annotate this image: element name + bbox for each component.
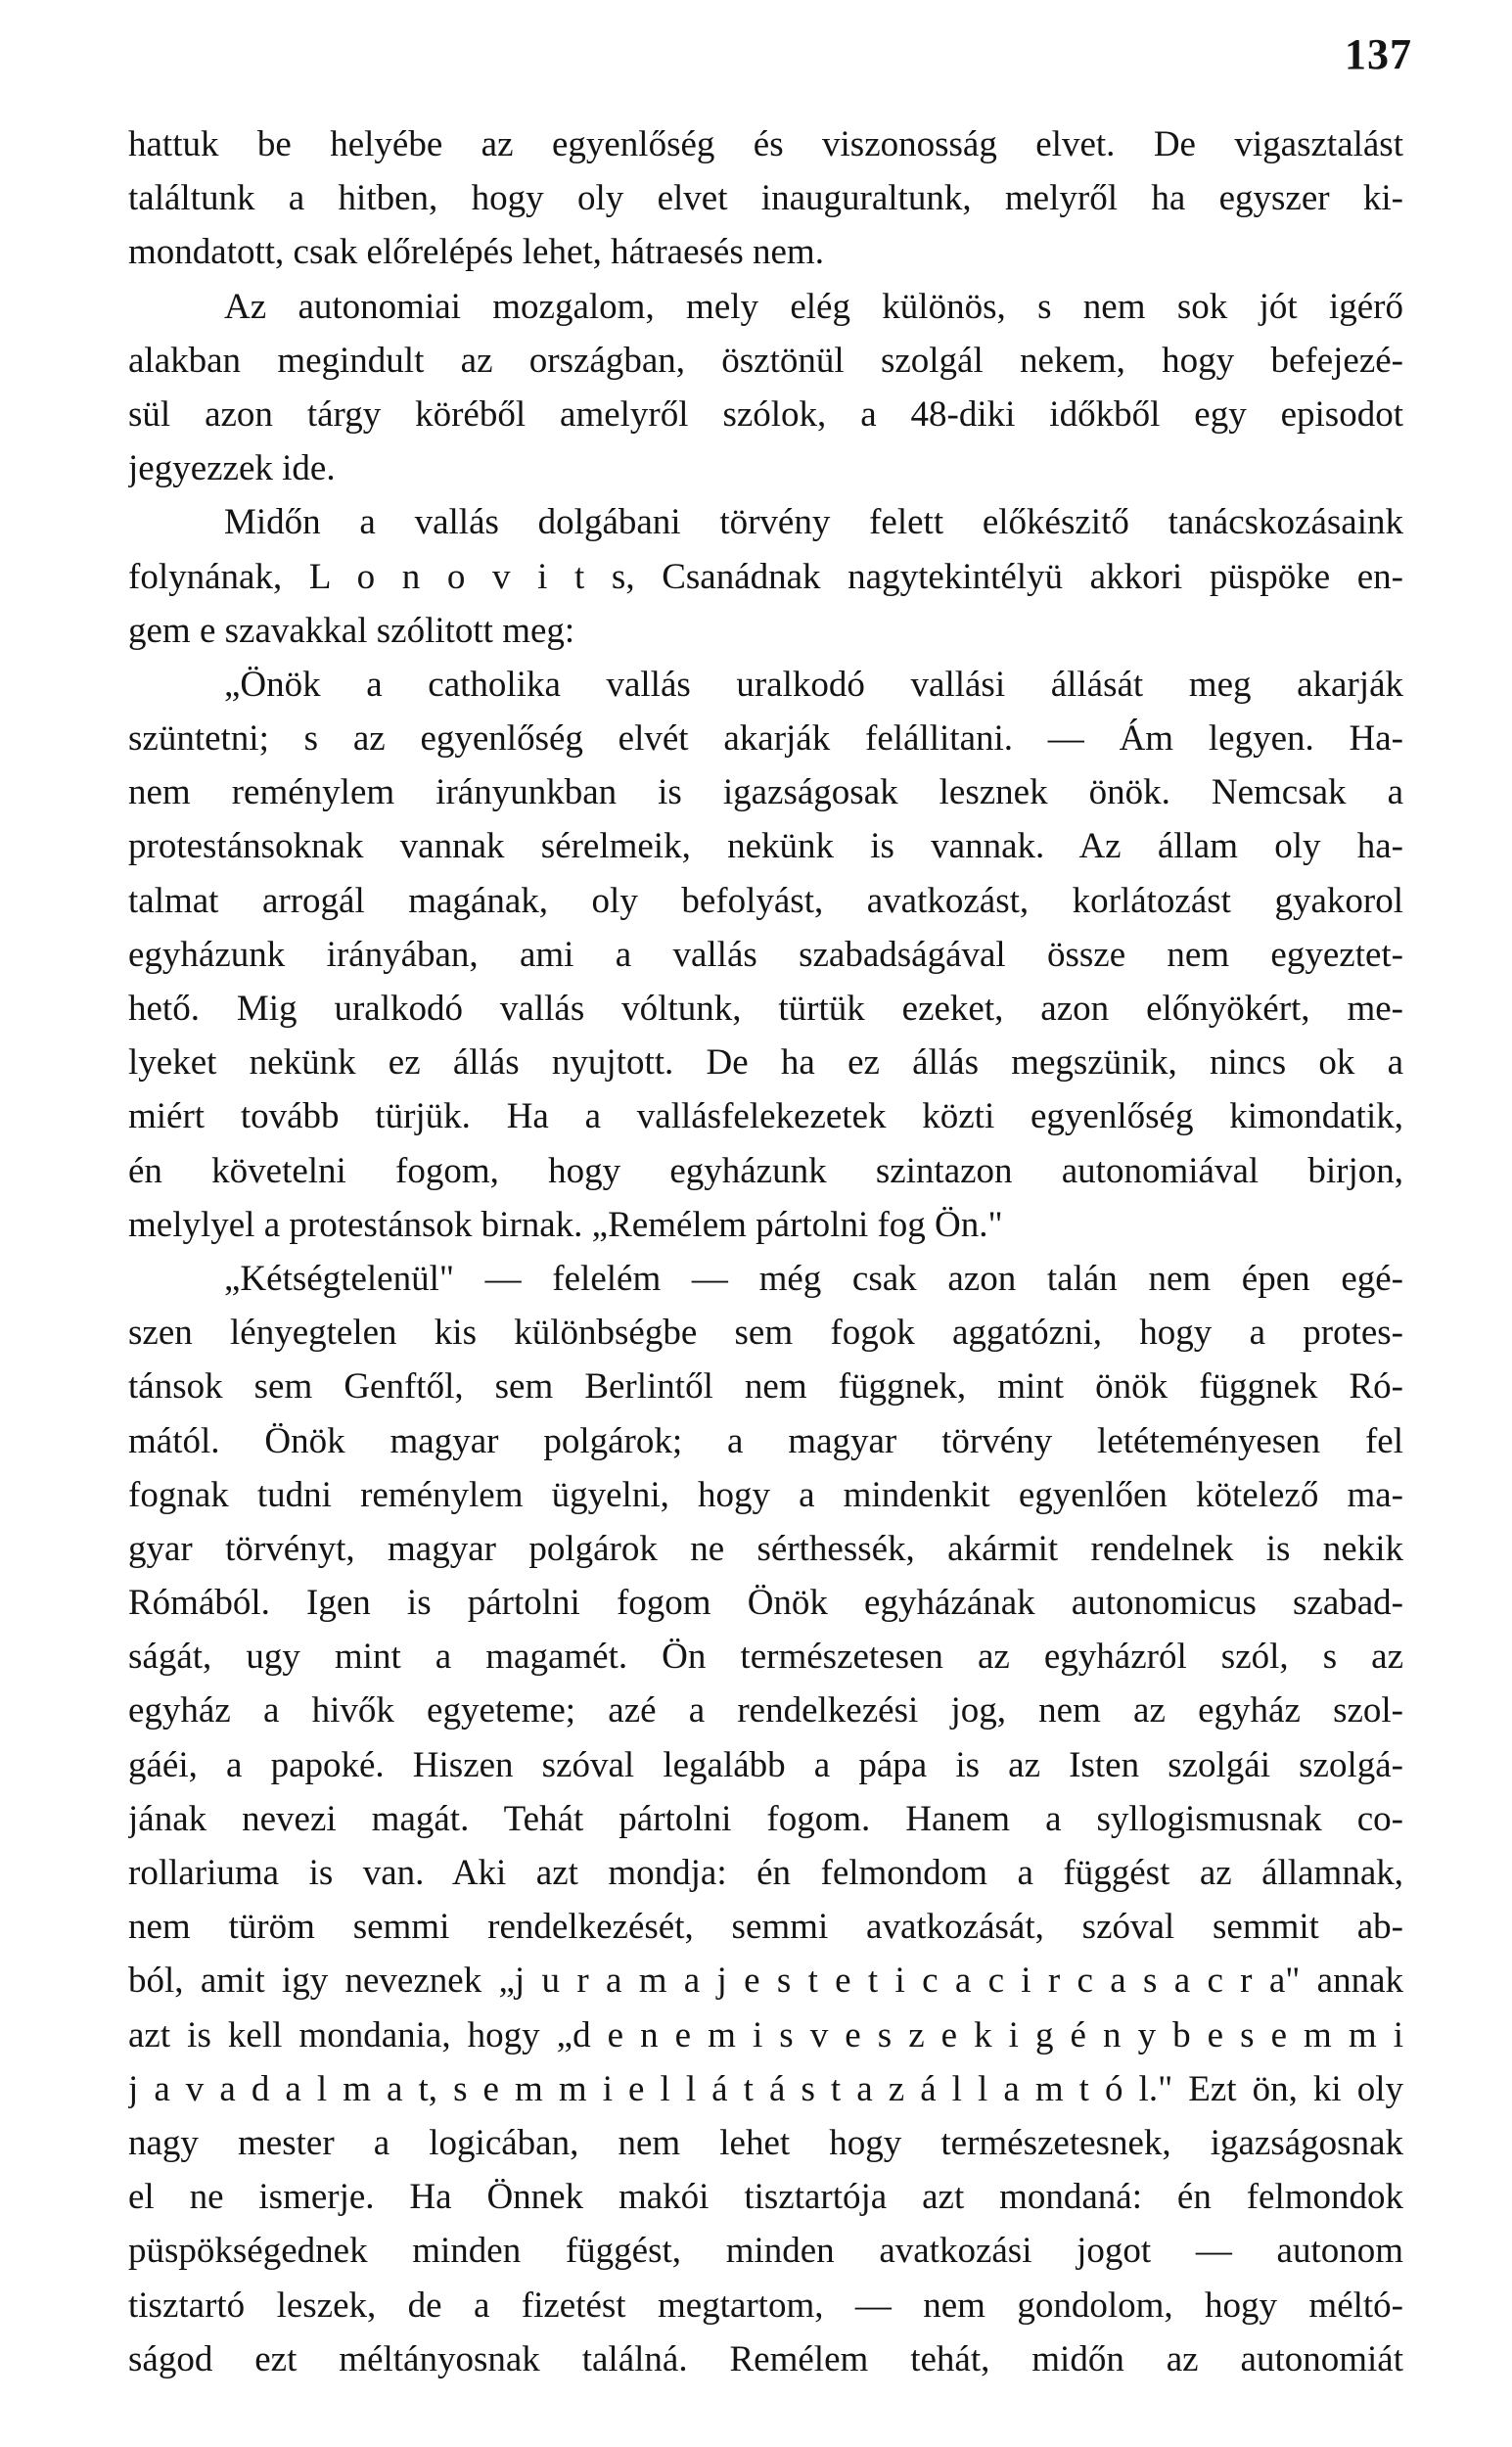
text-line: hattuk be helyébe az egyenlőség és viszonosság elvet. De vigasztalást [128,124,1403,164]
text-line: szen lényegtelen kis különbségbe sem fogok aggatózni, hogy a protes- [128,1313,1403,1354]
text-line: találtunk a hitben, hogy oly elvet inauguraltunk, melyről ha egyszer ki- [128,178,1403,219]
text-line: gyar törvényt, magyar polgárok ne sérthessék, akármit rendelnek is nekik [128,1528,1403,1569]
page-number: 137 [1345,30,1412,78]
text-line: folynának, L o n o v i t s, Csanádnak nagytekintélyü akkori püspöke en- [128,556,1403,597]
text-line: nagy mester a logicában, nem lehet hogy természetesnek, igazságosnak [128,2122,1403,2163]
text-line: tisztartó leszek, de a fizetést megtartom, — nem gondolom, hogy méltó- [128,2285,1403,2326]
text-line: azt is kell mondania, hogy „d e n e m i s v e s z e k i g é n y b e s e m m i [128,2014,1403,2055]
text-line: sül azon tárgy köréből amelyről szólok, a 48-diki időkből egy episodot [128,393,1403,435]
text-line: j a v a d a l m a t, s e m m i e l l á t á s t a z á l l a m t ó l." Ezt ön, ki oly [128,2068,1403,2109]
text-line: mától. Önök magyar polgárok; a magyar törvény letéteményesen fel [128,1420,1403,1461]
text-line: alakban megindult az országban, ösztönül szolgál nekem, hogy befejezé- [128,340,1403,381]
text-line: protestánsoknak vannak sérelmeik, nekünk is vannak. Az állam oly ha- [128,826,1403,867]
text-line: ságod ezt méltányosnak találná. Remélem tehát, midőn az autonomiát [128,2338,1403,2379]
text-line: rollariuma is van. Aki azt mondja: én felmondom a függést az államnak, [128,1853,1403,1893]
text-line: én követelni fogom, hogy egyházunk szintazon autonomiával birjon, [128,1150,1403,1191]
text-line: jegyezzek ide. [128,448,336,489]
text-line: tánsok sem Genftől, sem Berlintől nem függnek, mint önök függnek Ró- [128,1366,1403,1408]
text-line: talmat arrogál magának, oly befolyást, avatkozást, korlátozást gyakorol [128,880,1403,921]
text-line: egyház a hivők egyeteme; azé a rendelkezési jog, nem az egyház szol- [128,1690,1403,1731]
text-line: Rómából. Igen is pártolni fogom Önök egyházának autonomicus szabad- [128,1583,1403,1624]
text-line: „Kétségtelenül" — felelém — még csak azon talán nem épen egé- [224,1258,1403,1299]
text-line: „Önök a catholika vallás uralkodó vallási állását meg akarják [224,664,1403,705]
text-line: szüntetni; s az egyenlőség elvét akarják felállitani. — Ám legyen. Ha- [128,718,1403,760]
text-line: fognak tudni reménylem ügyelni, hogy a mindenkit egyenlően kötelező ma- [128,1474,1403,1515]
text-line: mondatott, csak előrelépés lehet, hátraesés nem. [128,232,824,273]
text-line: melylyel a protestánsok birnak. „Remélem pártolni fog Ön." [128,1204,1003,1245]
text-line: nem reménylem irányunkban is igazságosak lesznek önök. Nemcsak a [128,772,1403,813]
text-line: püspökségednek minden függést, minden avatkozási jogot — autonom [128,2231,1403,2272]
text-line: egyházunk irányában, ami a vallás szabadságával össze nem egyeztet- [128,934,1403,975]
text-line: gáéi, a papoké. Hiszen szóval legalább a pápa is az Isten szolgái szolgá- [128,1744,1403,1785]
text-line: hető. Mig uralkodó vallás vóltunk, türtük ezeket, azon előnyökért, me- [128,989,1403,1029]
text-line: lyeket nekünk ez állás nyujtott. De ha ez állás megszünik, nincs ok a [128,1042,1403,1084]
text-line: nem türöm semmi rendelkezését, semmi avatkozását, szóval semmit ab- [128,1907,1403,1948]
body-text [128,117,1403,2386]
text-line: el ne ismerje. Ha Önnek makói tisztartója azt mondaná: én felmondok [128,2177,1403,2218]
text-line: ból, amit igy neveznek „j u r a m a j e s t e t i c a c i r c a s a c r a" annak [128,1961,1403,2002]
text-line: miért tovább türjük. Ha a vallásfelekezetek közti egyenlőség kimondatik, [128,1096,1403,1137]
text-line: jának nevezi magát. Tehát pártolni fogom. Hanem a syllogismusnak co- [128,1798,1403,1839]
text-line: gem e szavakkal szólitott meg: [128,610,575,651]
text-line: Midőn a vallás dolgábani törvény felett előkészitő tanácskozásaink [224,502,1403,543]
text-line: ságát, ugy mint a magamét. Ön természetesen az egyházról szól, s az [128,1637,1403,1678]
text-line: Az autonomiai mozgalom, mely elég különös, s nem sok jót igérő [224,286,1403,327]
